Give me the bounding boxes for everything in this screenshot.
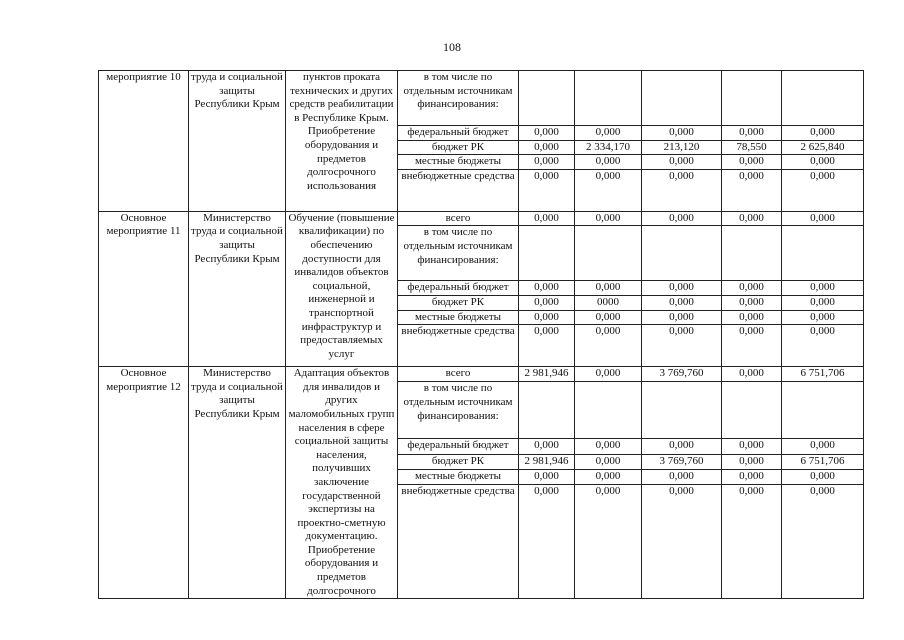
value-cell: 0,000 <box>722 310 782 325</box>
value-cell: 0,000 <box>782 484 864 598</box>
value-cell <box>575 382 642 439</box>
value-cell <box>782 226 864 281</box>
value-cell: 0,000 <box>722 169 782 211</box>
value-cell: 0,000 <box>722 126 782 141</box>
value-cell: 2 981,946 <box>519 367 575 382</box>
value-cell: 0,000 <box>782 439 864 454</box>
value-cell: 0,000 <box>519 281 575 296</box>
value-cell: 0,000 <box>722 439 782 454</box>
source-label-cell: бюджет РК <box>398 140 519 155</box>
description-cell: пунктов проката технических и других средств реабилитации в Республике Крым. Приобретение оборудования и предметов долгосрочного использования <box>286 71 398 212</box>
value-cell <box>575 226 642 281</box>
page-number: 108 <box>443 40 461 54</box>
source-label-cell: всего <box>398 211 519 226</box>
value-cell: 0,000 <box>519 325 575 367</box>
value-cell: 213,120 <box>642 140 722 155</box>
value-cell: 0,000 <box>782 169 864 211</box>
value-cell: 0,000 <box>575 126 642 141</box>
value-cell: 0,000 <box>519 484 575 598</box>
source-label-cell: федеральный бюджет <box>398 439 519 454</box>
source-label-cell: местные бюджеты <box>398 310 519 325</box>
value-cell: 0,000 <box>782 211 864 226</box>
value-cell: 6 751,706 <box>782 454 864 469</box>
value-cell <box>782 382 864 439</box>
value-cell: 0,000 <box>575 439 642 454</box>
source-label-cell: местные бюджеты <box>398 469 519 484</box>
value-cell: 0,000 <box>782 126 864 141</box>
value-cell: 6 751,706 <box>782 367 864 382</box>
value-cell <box>722 71 782 126</box>
event-cell: Основное мероприятие 12 <box>99 367 189 599</box>
value-cell <box>519 71 575 126</box>
value-cell: 0,000 <box>722 211 782 226</box>
description-cell: Адаптация объектов для инвалидов и других маломобильных групп населения в сфере социальной защиты населения, получивших заключение государственной экспертизы на проектно-сметную документацию. Приобретение оборудования и предметов долгосрочного <box>286 367 398 599</box>
value-cell: 0,000 <box>575 454 642 469</box>
value-cell: 0,000 <box>642 439 722 454</box>
financing-table <box>98 70 864 599</box>
value-cell: 0,000 <box>575 469 642 484</box>
value-cell: 0,000 <box>722 325 782 367</box>
value-cell: 0,000 <box>519 211 575 226</box>
value-cell: 0,000 <box>722 484 782 598</box>
table-row <box>99 211 864 226</box>
value-cell: 0,000 <box>575 325 642 367</box>
value-cell: 0,000 <box>519 439 575 454</box>
value-cell: 0,000 <box>642 169 722 211</box>
value-cell: 0,000 <box>519 155 575 170</box>
source-label-cell: внебюджетные средства <box>398 484 519 598</box>
table-row <box>99 367 864 382</box>
value-cell: 0,000 <box>575 281 642 296</box>
value-cell: 0,000 <box>575 211 642 226</box>
value-cell: 0,000 <box>575 310 642 325</box>
value-cell: 2 625,840 <box>782 140 864 155</box>
value-cell: 0,000 <box>519 469 575 484</box>
value-cell <box>642 71 722 126</box>
source-label-cell: в том числе по отдельным источникам финансирования: <box>398 226 519 281</box>
value-cell: 0,000 <box>519 126 575 141</box>
value-cell: 0,000 <box>722 281 782 296</box>
source-label-cell: бюджет РК <box>398 295 519 310</box>
source-label-cell: местные бюджеты <box>398 155 519 170</box>
value-cell: 0,000 <box>642 310 722 325</box>
executor-cell: Министерство труда и социальной защиты Республики Крым <box>189 367 286 599</box>
value-cell: 0,000 <box>722 155 782 170</box>
value-cell: 3 769,760 <box>642 454 722 469</box>
value-cell: 78,550 <box>722 140 782 155</box>
value-cell <box>575 71 642 126</box>
value-cell: 0000 <box>575 295 642 310</box>
value-cell: 0,000 <box>722 469 782 484</box>
event-cell: мероприятие 10 <box>99 71 189 212</box>
value-cell: 0,000 <box>575 169 642 211</box>
source-label-cell: внебюджетные средства <box>398 169 519 211</box>
value-cell <box>642 226 722 281</box>
executor-cell: труда и социальной защиты Республики Крым <box>189 71 286 212</box>
value-cell: 0,000 <box>519 295 575 310</box>
value-cell: 0,000 <box>722 367 782 382</box>
executor-cell: Министерство труда и социальной защиты Республики Крым <box>189 211 286 366</box>
value-cell: 0,000 <box>782 295 864 310</box>
value-cell <box>519 382 575 439</box>
value-cell: 0,000 <box>519 140 575 155</box>
value-cell: 2 981,946 <box>519 454 575 469</box>
value-cell: 0,000 <box>782 325 864 367</box>
source-label-cell: федеральный бюджет <box>398 281 519 296</box>
table-row <box>99 71 864 126</box>
source-label-cell: в том числе по отдельным источникам финансирования: <box>398 382 519 439</box>
source-label-cell: федеральный бюджет <box>398 126 519 141</box>
value-cell: 0,000 <box>642 484 722 598</box>
value-cell: 0,000 <box>782 155 864 170</box>
value-cell: 0,000 <box>642 469 722 484</box>
value-cell: 0,000 <box>782 281 864 296</box>
value-cell: 0,000 <box>782 469 864 484</box>
value-cell <box>722 226 782 281</box>
value-cell: 0,000 <box>519 169 575 211</box>
value-cell: 0,000 <box>575 367 642 382</box>
value-cell: 0,000 <box>519 310 575 325</box>
source-label-cell: в том числе по отдельным источникам финансирования: <box>398 71 519 126</box>
source-label-cell: всего <box>398 367 519 382</box>
value-cell <box>519 226 575 281</box>
value-cell <box>782 71 864 126</box>
value-cell: 3 769,760 <box>642 367 722 382</box>
value-cell: 0,000 <box>575 155 642 170</box>
value-cell: 0,000 <box>575 484 642 598</box>
value-cell: 0,000 <box>642 295 722 310</box>
value-cell: 0,000 <box>642 325 722 367</box>
value-cell <box>722 382 782 439</box>
event-cell: Основное мероприятие 11 <box>99 211 189 366</box>
value-cell: 0,000 <box>722 454 782 469</box>
source-label-cell: внебюджетные средства <box>398 325 519 367</box>
value-cell: 0,000 <box>642 281 722 296</box>
value-cell: 2 334,170 <box>575 140 642 155</box>
value-cell: 0,000 <box>722 295 782 310</box>
value-cell: 0,000 <box>642 126 722 141</box>
source-label-cell: бюджет РК <box>398 454 519 469</box>
value-cell: 0,000 <box>642 211 722 226</box>
value-cell: 0,000 <box>782 310 864 325</box>
value-cell: 0,000 <box>642 155 722 170</box>
description-cell: Обучение (повышение квалификации) по обеспечению доступности для инвалидов объектов социальной, инженерной и транспортной инфраструктур и предоставляемых услуг <box>286 211 398 366</box>
value-cell <box>642 382 722 439</box>
